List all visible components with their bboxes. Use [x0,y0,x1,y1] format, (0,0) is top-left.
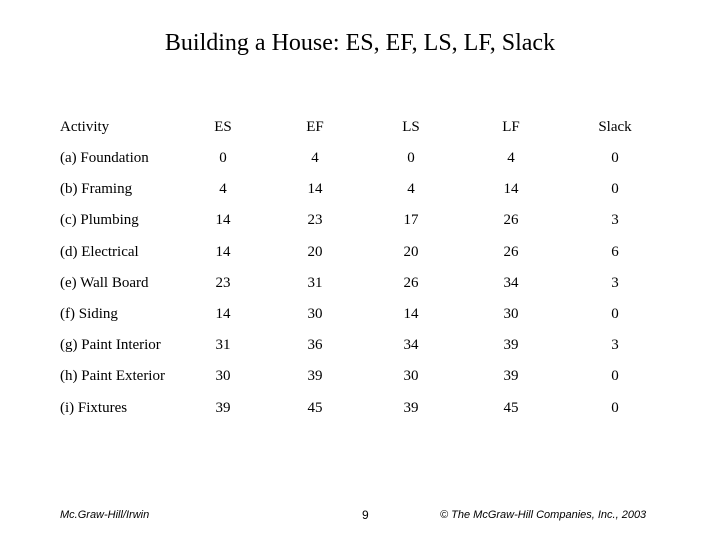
cell-ls: 34 [403,337,419,354]
cell-ls: 14 [403,306,419,322]
footer-copyright: © The McGraw-Hill Companies, Inc., 2003 [440,509,647,521]
cell-ls: 17 [403,212,419,229]
cell-ef: 45 [307,399,323,416]
footer-publisher: Mc.Graw-Hill/Irwin [60,509,150,521]
cell-ls: 26 [403,274,419,291]
page-title: Building a House: ES, EF, LS, LF, Slack [164,30,556,56]
cell-es: 14 [215,212,231,229]
cell-slack: 0 [611,150,619,166]
cell-es: 31 [215,337,231,354]
cell-activity: (i) Fixtures [60,399,128,416]
cell-activity: (d) Electrical [60,243,139,260]
cell-activity: (e) Wall Board [60,274,149,291]
cell-lf: 26 [503,243,519,260]
cell-lf: 26 [503,212,519,229]
cell-slack: 3 [611,337,619,354]
cell-lf: 39 [503,368,519,385]
cell-es: 0 [219,150,227,166]
cell-es: 23 [215,274,231,291]
cell-ef: 36 [307,337,323,354]
cell-slack: 0 [611,368,619,385]
cell-slack: 0 [611,306,619,322]
cell-es: 4 [219,181,227,198]
cell-activity: (g) Paint Interior [60,337,161,354]
header-es: ES [214,119,232,135]
cell-activity: (b) Framing [60,181,133,198]
cell-ef: 14 [307,181,323,198]
header-slack: Slack [598,119,632,135]
cell-es: 30 [215,368,231,385]
header-lf: LF [502,119,520,135]
cell-es: 14 [215,243,231,260]
page-number: 9 [362,508,369,522]
cell-slack: 3 [611,212,619,229]
header-activity: Activity [60,119,110,135]
cell-activity: (a) Foundation [60,150,149,166]
cell-ls: 39 [403,399,419,416]
cell-ls: 20 [403,243,419,260]
cell-es: 14 [215,306,231,322]
cell-lf: 39 [503,337,519,354]
cell-ef: 4 [311,150,319,166]
cell-es: 39 [215,399,231,416]
cell-slack: 0 [611,399,619,416]
cell-lf: 30 [503,306,519,322]
cell-lf: 45 [503,399,519,416]
cell-activity: (c) Plumbing [60,212,139,229]
cell-lf: 4 [507,150,515,166]
cell-ef: 31 [307,274,323,291]
header-ef: EF [306,119,324,135]
cell-ef: 30 [307,306,323,322]
cell-activity: (f) Siding [60,306,118,322]
cell-ls: 30 [403,368,419,385]
cell-ef: 23 [307,212,323,229]
cell-ls: 4 [407,181,415,198]
cell-ef: 39 [307,368,323,385]
cell-slack: 0 [611,181,619,198]
cell-lf: 14 [503,181,519,198]
cell-slack: 3 [611,274,619,291]
cell-slack: 6 [611,243,619,260]
cell-ls: 0 [407,150,415,166]
header-ls: LS [402,119,420,135]
cell-ef: 20 [307,243,323,260]
cell-lf: 34 [503,274,519,291]
cell-activity: (h) Paint Exterior [60,368,165,385]
